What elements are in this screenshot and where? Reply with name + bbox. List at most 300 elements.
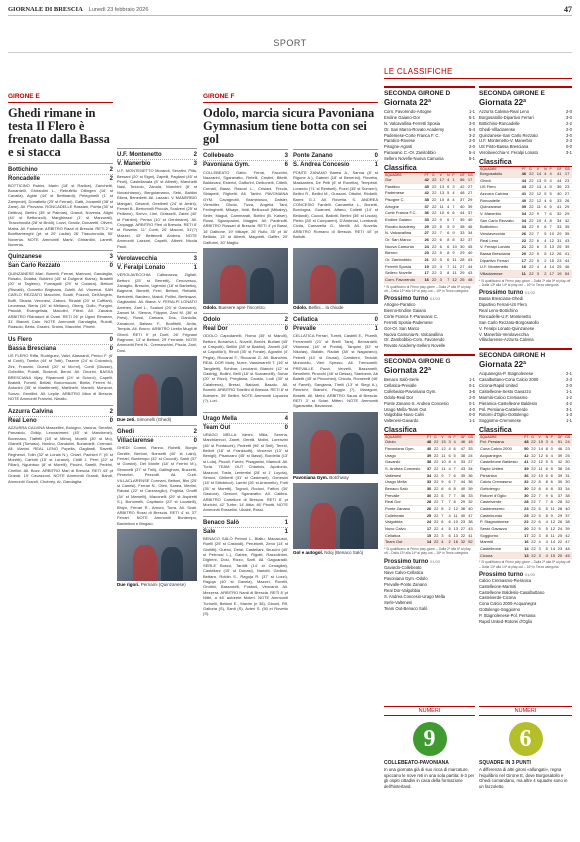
table-cell: Sesto Gavazzo — [479, 525, 523, 532]
table-row — [384, 465, 475, 472]
result-score: 4-0 — [468, 406, 475, 412]
score-row-away — [293, 161, 378, 169]
table-cell: 22 — [531, 485, 536, 491]
table-row — [384, 492, 475, 499]
table-cell: 11 — [440, 452, 447, 459]
table-cell: 22 — [434, 532, 439, 538]
table-cell: 25 — [556, 264, 564, 271]
table-cell: 3 — [448, 439, 451, 445]
table-row — [384, 445, 475, 452]
match-report: ODOLO Capodanelli, Roma (35' st Marulli), Bettoni, Bonariva L. Novelli, Borchi, Buriani (45' st Crispolti), Bellini (28' st Baldini), Zanelli (18' st Capolilio'i), Rinoli (35' st Forale), Agostini (4' Pegia), Riccanai F., Riccanai G. All. Bianchini. REAL DOR Mobj, Nurre, Vassimarelli T. (16' st Tangiletti), Schibar, Levolanti, Bianchi (12' st Gastrig), Bollini, Belli (18' st Scaramelli), Sonar (20' st Rizzi), Pregliana, Causto, Lodi (30' st Calabrena), Bressi, Baldani, Basalo. All. Bonetti. ARBITRO Totellini di Brescia. RETI 8' st Buesere, 39' Bellini. NOTE Ammoniti Lopazza (?), Lori. — [203, 333, 288, 403]
result-match: Valtenesi-Gavardo — [384, 418, 419, 424]
table-cell: Paratico — [384, 183, 423, 190]
table-row — [479, 264, 572, 271]
issue-date: Lunedì 23 febbraio 2026 — [88, 6, 149, 13]
table-cell: 39 — [426, 452, 432, 458]
match-block — [8, 333, 113, 402]
table-row — [384, 532, 475, 539]
table-cell: 10 — [451, 243, 459, 250]
table-row — [479, 485, 572, 492]
table-cell: 11 — [550, 505, 557, 512]
match-block — [8, 250, 113, 329]
table-cell: 12 — [451, 276, 459, 283]
table-cell: 22 — [431, 236, 439, 243]
table-cell: 8 — [451, 236, 459, 243]
table-cell: 22 — [524, 519, 529, 525]
match-report: AZZURRA CALVINA Mascellini, Bologno, Varona, Serafini, Panzaldo, Gribly, Leonarimeni (45' st Marchenzi), Bovenaso, Tiaffelli (18' st Mimo), Morelli (30' st Mo), Gianelli (Tomaso), Nonino, Gandolini, Bonardelli, Cremaci. All. Vianini. REAL LENO Pupella, Gagliardi, Savetti, Reghenzi, Tolin (32' st Lorais N.), Chiari, Pachieri F. (6' st Moretti), Carlotti (15' st Loranzi), Chitti J. Perri (22' st Fillari), Nguinboo (8' st Morelli), Piccini, Sarelli, Pedrini, Chellini. All. Bozz. ARBITRO Mari di Brescia. RETI 43' pt Grandi, 19' Cavazzoni. NOTE Ammoniti Grandi, Bandi, Ammoniti Grandi, Chobrey, Ar, Gandaglia. — [8, 424, 113, 484]
table-cell: 13 — [548, 244, 556, 251]
table-row — [384, 203, 475, 210]
away-score: 0 — [109, 345, 113, 352]
match-report: COLLEBEATO Gatto, Ferrai, Facchini, Nazzarini, Sgaravatto, Retelli, Cristini, Bitetti, Baldovani, Esterici, Gaffurini, Delbonelli, Cittelli, Cornali, Bassi, Rasoni L., Crisiani, Frecla, Sbiapetti, Righetti. All. Tartini. PAVONIANA GYM. Cavagnotti, Brambiosco, Dalsier, Viensiller, Gluda, Tizza, Angelia Tard, Ferlinghetti, Mikaye, Ibidi, Belluccoli (Mikaley), Seier, Maguli, Cammarati, Bottini (B. Kaiser), Rossi, Sgaropaiani, Maggini. All. Paolinotti. ARBITRO Rossari di Brescia. RETI 4' pt Bassi, 16' Dalbone, 19' Mikaye, 26' Rullo, 35' pt 'Ai' Belliato, 13' st Alberti, Magnetti, Gaffer, 20' Gaffurini, 30' Maglio. — [203, 169, 288, 245]
table-cell: 8 — [440, 485, 447, 492]
table-cell: 9 — [451, 223, 459, 230]
table-cell: Pieranica — [479, 472, 523, 479]
table-cell: 26 — [426, 505, 432, 511]
table-cell: 10 — [548, 231, 556, 238]
next-fixture: Castelleone Baldesio-Casalbuttano — [479, 589, 545, 595]
home-team: Verolavecchia — [117, 256, 158, 263]
table-cell: 11 — [451, 270, 459, 277]
result-score: 0-1 — [468, 400, 475, 406]
table-cell: 52 — [467, 539, 475, 546]
photo-simonelli — [117, 356, 197, 416]
table-cell: V. Feralpi Lonato — [479, 244, 521, 251]
table-cell: 4 — [448, 512, 451, 518]
table-cell: 13 — [524, 552, 529, 558]
table-cell: 6 — [545, 485, 548, 491]
result-score: 1-1 — [468, 418, 475, 424]
table-cell: 7 — [537, 492, 544, 499]
table-cell: 28 — [557, 505, 564, 512]
table-cell: Acquanegra — [479, 452, 523, 459]
table-cell: 22 — [434, 452, 439, 458]
table-cell: 22 — [531, 545, 536, 551]
table-cell: 29 — [459, 250, 467, 257]
table-row — [479, 204, 572, 211]
column-header: PT — [423, 173, 431, 177]
prossimo-h: Prossimo turno 01/03 — [479, 571, 536, 578]
result-match: Pademese-Corte Franca F. C. — [384, 132, 440, 138]
table-cell: Endine Gaiano — [384, 216, 423, 223]
result-row — [384, 156, 475, 162]
table-cell: 6 — [448, 532, 451, 538]
table-cell: 8 — [537, 479, 544, 486]
score-row-home — [203, 316, 288, 325]
table-row — [384, 250, 475, 257]
match-block — [117, 148, 197, 249]
table-cell: 43 — [564, 237, 572, 244]
table-cell: 19 — [423, 263, 431, 270]
table-cell: 30 — [524, 485, 529, 491]
result-score: 2-0 — [565, 383, 572, 389]
table-cell: 5 — [545, 545, 548, 551]
table-cell: 5 — [544, 177, 547, 183]
table-cell: 22 — [528, 177, 536, 184]
numeri-label: NUMERI — [479, 706, 572, 716]
table-cell: 29 — [460, 499, 468, 506]
table-cell: 44 — [556, 177, 564, 184]
table-cell: Valtenesi — [384, 472, 426, 479]
next-fixture: S. Andrea Concesio-Urago Mella — [384, 593, 445, 599]
column-header: P — [452, 435, 459, 439]
result-match: Bottichino-Roncadelle — [479, 120, 520, 126]
column-header: N — [545, 435, 549, 440]
away-team: Team Out — [203, 424, 231, 431]
table-cell: 8 — [447, 250, 450, 256]
table-cell: 22 — [434, 459, 439, 465]
match-report: CELLATICA Ferrari, Turrell, Castelli E., Plurelli, Ferrannelli (21' st Brelli Tara), Bernardelli, Vitanossi (18' st Pontia), Tarquini (32' st Nikolas), Bialdin, Radari (38' st Nagavano), Petrelli (44' st Grussi), Cambrini, Tedoldi, Muronello, Vieri Spesso. All. Tremonelli. PREVALLE Pozzi, Verzelli, Bazzanelli, Benelletti, Pirocchi (46' st Dessa), Stanbenir, Ab Baletti (45' st Pirocchini), Chiodo, Romerelli (46' st Fanell), Sangiana, Tirelli (13' st Siegi A.), Reorichi, Bianchi, Ruggio (?), Maragoni, Bosetti. All. Meini. ARBITRO Saura di Brescia. RETI 3' st Scian Mitten. NOTE Ammoniti Sgaravatta, Bavarossi. — [293, 333, 378, 409]
table-cell: 37 — [467, 210, 475, 217]
table-cell: 41 — [556, 171, 564, 177]
column-header: GF — [460, 435, 466, 440]
away-team: V. Manerbio — [117, 161, 151, 168]
result-match: Acquanegra-P. Stagnolenese — [479, 371, 534, 377]
next-fixture: V. Manerbio-Verolavecchia — [479, 331, 529, 337]
table-cell: 22 — [531, 472, 536, 478]
table-cell: 34 — [556, 217, 564, 224]
score-row-away — [8, 345, 113, 353]
table-cell: 8 — [447, 196, 450, 202]
result-match: Valgobbia-Nuvo Calvi — [384, 412, 424, 418]
table-cell: 6 — [447, 243, 450, 249]
table-cell: 4 — [545, 552, 548, 558]
score-row-home — [8, 166, 113, 175]
table-cell: Corn. Favorendo — [384, 276, 423, 283]
photo-odolo-1 — [203, 248, 288, 304]
result-match: Endine Gaiano-Gor — [384, 114, 421, 120]
result-match: Collebeato-Pavoniana Gym. — [384, 388, 437, 394]
table-cell: 22 — [531, 492, 536, 498]
table-cell: 6 — [548, 197, 556, 204]
photo-pavoniana — [293, 412, 378, 474]
table-cell: 41 — [467, 532, 475, 539]
table-row — [384, 512, 475, 519]
table-cell: 22 — [431, 276, 439, 283]
table-cell: 28 — [564, 465, 572, 472]
table-cell: 22 — [431, 196, 439, 203]
note-e: * Si qualificano ai Primo play-gione – Dalla 2ª alla 5ª ai play-off – Dalla 13ª alla 14ª ai play-out – 16ª in Terza categoria. — [479, 278, 571, 288]
next-fixture: Calcio Cremasmo-Pieranica — [479, 577, 532, 583]
result-match: N. Valcavallina-Ferretti Sposia — [384, 120, 441, 126]
table-cell: 4 — [448, 465, 451, 471]
table-cell: 6 — [447, 210, 450, 216]
table-cell: 32 — [467, 499, 475, 506]
table-cell: 54 — [564, 271, 572, 278]
result-score: 3-1 — [565, 406, 572, 412]
result-score: 3-0 — [565, 114, 572, 120]
table-cell: 16 — [524, 539, 529, 545]
score-row-home — [117, 151, 197, 160]
result-score: 2-0 — [565, 109, 572, 114]
table-cell: 6 — [447, 256, 450, 262]
table-cell: 7 — [448, 499, 451, 505]
table-cell: 30 — [557, 479, 564, 486]
table-cell: 14 — [426, 539, 432, 545]
column-header: GF — [459, 173, 467, 177]
table-cell: 38 — [459, 223, 467, 230]
table-cell: 27 — [564, 191, 572, 198]
table-cell: Nuova Camunia — [384, 243, 423, 250]
girone-h-title: SECONDA GIRONE H — [479, 348, 572, 359]
table-cell: 29 — [459, 270, 467, 277]
table-cell: 4 — [451, 196, 459, 203]
headline: Odolo, marcia sicura Pavoniana Gymnasium tiene botta con sei gol — [203, 106, 375, 147]
girone-d-title: SECONDA GIRONE D — [384, 86, 475, 97]
match-report: U.F. MONTENETTO Morandi, Serafini, Pilla, Bersani (20' st Signi), Zapelli, Pagliani (45' st Peoli), Castellanata (6' st Alberti), Marchetti Nasi, Tezzolo, Zanola, Marchini (8' st Novachiamo), Bergolamarco, Sebi, Baldini Ellera, Benedetti. All. Lazzari. V. MANERBIO Mangari, Grisanti, Gestinell (24' st Amini), Ferrari B., Bertomolli Piccola, Scalveni (25' st Pelliano), Scrivo, Limi, Grasselli, Zabbi (40' st Frantini), Perisa (10' st Gerdmann). All. Cropaggi. ARBITRO Fieri di Brescia. RETI 8' st Rosetta, 11' Conti, 26' Maconi, 31'(?) Mazzei, 43' Bettenelli Andrea. NOTE Ammoniti Lazzari, Capelli, Alberti Nicola Paoli. — [117, 168, 197, 249]
score-row-away — [293, 325, 378, 333]
table-cell: 7 — [545, 499, 548, 505]
table-cell: Rotorei d'Oglio — [479, 492, 523, 499]
next-fixture: Bassa Bresciana-Ghedi — [479, 296, 523, 302]
results-g — [384, 377, 475, 424]
result-score: 4-2 — [565, 400, 572, 406]
table-cell: 27 — [459, 263, 467, 270]
numeri-title: SQUADRE IN 3 PUNTI — [479, 760, 531, 766]
home-score: 0 — [109, 336, 113, 343]
next-h-list — [479, 578, 572, 625]
table-cell: Or. Zambobbio — [384, 256, 423, 263]
home-team: Cellatica — [293, 317, 318, 324]
column-header: PT — [524, 435, 529, 440]
home-score: 4 — [284, 415, 288, 422]
girone-label: GIRONE E — [8, 93, 113, 103]
table-row — [384, 243, 475, 250]
table-cell: 40 — [556, 191, 564, 198]
next-fixture: Artogne-Paratico — [384, 302, 416, 308]
result-score: 3-2 — [468, 132, 475, 138]
table-cell: 48 — [524, 439, 529, 445]
table-row — [384, 263, 475, 270]
page-number: 47 — [564, 5, 572, 14]
table-cell: 41 — [521, 191, 529, 198]
table-cell: 22 — [434, 445, 439, 451]
numeri-title: COLLEBEATO-PAVONIANA — [384, 760, 449, 766]
table-cell: 5 — [545, 525, 548, 531]
column-header: SQUADRE — [479, 435, 523, 439]
table-cell: Soggiorno — [479, 532, 523, 539]
table-row — [384, 270, 475, 277]
table-row — [479, 492, 572, 499]
note-d: * Si qualificano ai Primo play-gione – Dalla 2ª alla 5ª ai play-off – Dalla 13ª alla 14ª ai play-out – 16ª in Terza categoria. — [384, 284, 472, 293]
table-row — [479, 439, 572, 445]
table-cell: 39 — [521, 204, 529, 211]
result-score: 2-0 — [565, 126, 572, 132]
table-cell: 35 — [459, 216, 467, 223]
score-row-home — [203, 519, 288, 528]
table-cell: 12 — [536, 197, 544, 204]
result-match: Azzurra Calvina-Real Leno — [479, 109, 530, 114]
table-cell: 45 — [467, 243, 475, 250]
table-cell: 12 — [453, 505, 458, 511]
table-cell: 22 — [434, 492, 439, 498]
table-cell: 28 — [426, 499, 432, 505]
column-header: G — [528, 167, 536, 171]
table-cell: 8 — [448, 459, 451, 465]
table-cell: 42 — [524, 452, 529, 458]
next-fixture: Gor-Or. San Marco — [384, 325, 420, 331]
table-cell: 22 — [434, 512, 439, 518]
table-cell: 9 — [545, 492, 548, 498]
table-cell: Bienno — [384, 250, 423, 257]
table-cell: Bassa Bresciana — [479, 251, 521, 258]
table-cell: 24 — [467, 452, 475, 459]
table-cell: 19 — [556, 271, 564, 278]
result-match: Pieranica-Castelleone Baldesio — [479, 400, 538, 406]
away-score: 6 — [284, 162, 288, 169]
table-cell: 9 — [439, 216, 447, 223]
table-row — [479, 512, 572, 519]
table-cell: 12 — [538, 459, 543, 465]
table-cell: Ghedi — [479, 177, 521, 184]
table-cell: 7 — [448, 492, 451, 498]
next-g-list — [384, 565, 475, 612]
table-cell: 31 — [556, 237, 564, 244]
results-d — [384, 109, 475, 162]
table-cell: 11 — [451, 256, 459, 263]
table-cell: 39 — [557, 472, 564, 479]
table-cell: 45 — [423, 183, 431, 190]
match-report: US FLERO Riffa, Rodriguez, Valzi, Alasnardi, Perico F. (6' st Conti), Tamba (44' st Totti), Trazere (24' st Colombo), Zini, Franzini, Duesti (20' st Mo'mi), Conti (Diusse), Gobofilio, Polatti, Sicsenti, Benni. All. Onorini. BASSA BRESCIANA Vijay, Ripamonti (24' st Sciorci), Capelli, Bratelli, Forrelli, Bellati, Bonomocchi, Biella, Ferreri M., Antonini (35' st Mariferneti), Martinelli, Vianelli, Monzoni, Sonzo, Gentilini. All. Leplie. ARBITRO Mica di Brescia. NOTE Ammoniti Franzini, Ninallo. — [8, 353, 113, 402]
table-row — [479, 171, 572, 177]
classifiche-rule — [384, 78, 572, 79]
table-cell: 12 — [538, 452, 543, 458]
classifica-d-table — [384, 173, 475, 284]
table-cell: 4 — [544, 264, 547, 270]
table-cell: 9 — [536, 211, 544, 218]
table-row — [479, 257, 572, 264]
table-cell: 42 — [423, 177, 431, 183]
table-cell: 5 — [545, 459, 548, 465]
table-cell: 4 — [544, 237, 547, 243]
match-report: PONTE ZANANO Baresi A., Sanna (8' st Rigone A.), Gabriel (18' st Benerini), Rovetta, Massardea, De Pelli (6' st Rovetta), Tempesti, Lorando (?1' st Rentsell), Pozzi (35' st Sumerri), Bellini R., Bellini M., Gussoni, Ottolini, Riobelli, Barmi G.J. All. Rovetta. S. ANDREA CONCESIO Fardelli, Camarella L., Bonetti, Bordogna, Guarneri, Alfano, Colletti (14' st Bellandi), Cuocci, Ballotti, Berlini (36' st Lisola), Pietro (28' st Compareri), D'Ambrosi, Lombardi, Civita, Camarella G., Merilli. All. Novella. ARBITRO Romano di Brescia. RETI 40' pt Ballotti. — [293, 169, 378, 240]
table-row — [384, 276, 475, 283]
table-cell: 5 — [447, 223, 450, 229]
table-cell: 37 — [459, 196, 467, 203]
table-cell: Pisogne C. — [384, 196, 423, 203]
table-cell: 22 — [531, 445, 536, 451]
table-cell: 13 — [439, 183, 447, 190]
table-cell: Prevalle — [384, 492, 426, 499]
result-match: Pisogne-Agosti — [384, 144, 413, 150]
table-cell: 5 — [548, 191, 556, 198]
table-cell: 21 — [423, 256, 431, 263]
table-cell: 6 — [448, 452, 451, 458]
page-header — [8, 4, 572, 16]
column-header: SQUADRE — [384, 435, 426, 439]
table-cell: Urago Mella — [384, 479, 426, 486]
result-score: 2-0 — [468, 144, 475, 150]
table-cell: 24 — [426, 519, 432, 525]
classifica-h-table — [479, 435, 572, 559]
table-cell: 20 — [557, 552, 564, 559]
table-cell: 4 — [451, 190, 459, 197]
table-cell: 8 — [439, 223, 447, 230]
table-cell: 22 — [431, 203, 439, 210]
table-row — [479, 177, 572, 184]
table-cell: 7 — [447, 276, 450, 282]
score-row-home — [203, 152, 288, 161]
away-score: 0 — [284, 424, 288, 431]
table-cell: 6 — [447, 216, 450, 222]
result-match: Borgosatollo-Dipartivo Ferrari — [479, 114, 534, 120]
table-cell: 23 — [564, 177, 572, 184]
table-cell: 22 — [531, 465, 536, 471]
table-cell: 8 — [537, 485, 544, 492]
table-cell: 15 — [548, 257, 556, 264]
table-cell: 26 — [556, 251, 564, 258]
table-cell: 22 — [531, 459, 536, 465]
table-cell: 4 — [440, 525, 447, 532]
table-cell: 9 — [451, 230, 459, 237]
table-cell: 12 — [550, 525, 556, 531]
next-fixture: Villaclarense-Azzurra Calvina — [479, 337, 534, 343]
table-cell: 22 — [431, 210, 439, 217]
table-cell: 2 — [544, 257, 547, 263]
table-cell: 4 — [545, 519, 548, 525]
table-cell: 5 — [448, 525, 451, 531]
home-team: Benaco Salò — [203, 519, 240, 526]
table-cell: Ponte Zanano — [384, 505, 426, 512]
match-report: VEROLAVECCHIA Caltonazza, Zigliali, Bettoni (25' st Berretti), Cenovesco, Zanaglio, Brescini, Ugemini (18' st Barbetta), Bagnera, Benetti, Ferri, Bettoni, Rettaldi, Bertoletti, Bardero, Maioli, Pollini, Bertinazzi, Gagliardini. All. Biana. V. FERALPI LONATO Arrehen, Zani L., Scaioni (20' st Garovani), Zanoni M., Sienna, Filippini, Zani M. (36' st Presi), Rossi, Camara, Dos, Daniolla, Zanaboni, Battaro F., Bonfitelli, Ardia, Tempia. All. Bruno. ARBITRO Lirella Mugli di Ghedi. RETI 9' pt Durti, 26' Frignani Ragnone, 13' st Bettoni, 29' Ferrante. NOTE Ammoniti Ferri N., Cremanchini, Piscia, Zani, Dosi. — [117, 272, 197, 353]
table-row — [384, 183, 475, 190]
column-header: PT — [521, 167, 529, 171]
home-score: 2 — [193, 152, 197, 158]
result-match: Quinzanese-San Carlo Rezzato — [479, 132, 538, 138]
table-cell: 8 — [548, 217, 556, 224]
table-row — [479, 237, 572, 244]
table-cell: 23 — [524, 505, 529, 511]
table-cell: 6 — [439, 243, 447, 250]
result-match: Castelleone-Sesto Gavazzo — [479, 388, 531, 394]
table-cell: 50 — [524, 445, 529, 451]
table-cell: 43 — [467, 525, 475, 532]
table-cell: 22 — [557, 539, 564, 546]
table-cell: 51 — [557, 439, 564, 445]
table-cell: 22 — [531, 532, 536, 538]
result-score: 1-1 — [565, 388, 572, 394]
table-cell: 38 — [467, 519, 475, 526]
result-score: 0-0 — [468, 412, 475, 418]
table-cell: 29 — [557, 512, 564, 519]
table-cell: 8 — [440, 505, 447, 512]
result-score: 2-0 — [468, 138, 475, 144]
table-cell: 6 — [439, 236, 447, 243]
table-cell: 22 — [434, 465, 439, 471]
table-cell: 6 — [447, 183, 450, 189]
table-cell: 7 — [440, 499, 447, 506]
table-cell: 22 — [528, 264, 536, 271]
table-cell: 7 — [448, 472, 451, 478]
table-cell: 22 — [431, 216, 439, 223]
table-cell: 5 — [544, 251, 547, 257]
result-score: 2-3 — [565, 377, 572, 383]
classifica-g-label: Classifica — [384, 427, 475, 435]
table-cell: 22 — [528, 211, 536, 218]
column-girone-e-2 — [117, 145, 197, 838]
table-cell: 46 — [557, 445, 564, 452]
table-cell: 2 — [448, 505, 451, 511]
score-row-away — [117, 264, 197, 272]
photo-caption: Due rigori. Pernami (Quinzanese) — [117, 582, 186, 588]
result-match: Or. San Marco-Rovato Academy — [384, 126, 445, 132]
table-cell: 22 — [434, 479, 439, 485]
table-cell: 5 — [550, 465, 557, 472]
classifiche-tag: LE CLASSIFICHE — [384, 67, 453, 76]
column-header: N — [448, 435, 451, 440]
table-row — [384, 525, 475, 532]
table-cell: 6 — [452, 445, 459, 452]
